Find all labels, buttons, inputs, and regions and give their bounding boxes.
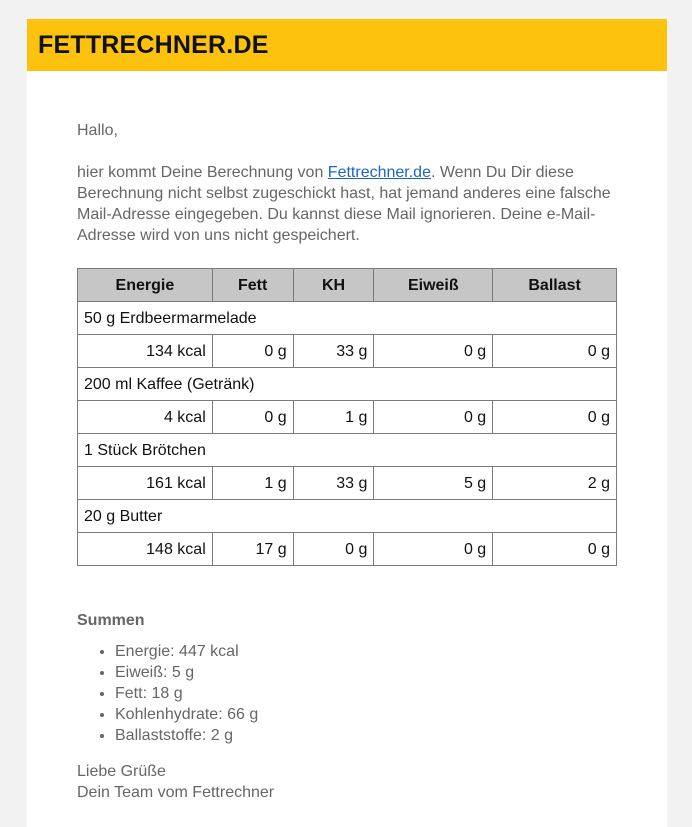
- carbs-cell: 33 g: [293, 335, 374, 368]
- table-row: [78, 401, 617, 434]
- protein-cell: 5 g: [374, 467, 493, 500]
- header-fett: Fett: [212, 269, 293, 302]
- food-name-row: [78, 434, 617, 467]
- protein-cell: 0 g: [374, 533, 493, 566]
- intro-text-after: . Wenn Du Dir diese Berechnung nicht selbst zugeschickt hast, hat jemand anderes eine falsche Mail-Adresse eingegeben. Du kannst diese Mail ignorieren. Deine e-Mail-Adresse wird von uns nicht gespeichert.: [77, 164, 611, 244]
- energy-cell: 4 kcal: [78, 401, 213, 434]
- protein-cell: 0 g: [374, 335, 493, 368]
- closing-line-1: Liebe Grüße: [77, 763, 166, 780]
- intro-text-before: hier kommt Deine Berechnung von: [77, 164, 328, 181]
- list-item: • Ballaststoffe: 2 g: [115, 725, 617, 746]
- carbs-cell: 0 g: [293, 533, 374, 566]
- fiber-cell: 2 g: [493, 467, 617, 500]
- brand-logo: FETTRECHNER.DE: [38, 30, 269, 59]
- sums-list: [77, 641, 617, 746]
- email-content: [27, 71, 667, 803]
- header-eiweiss: Eiweiß: [374, 269, 493, 302]
- table-row: [78, 533, 617, 566]
- table-header-row: [78, 269, 617, 302]
- header-kh: KH: [293, 269, 374, 302]
- fiber-cell: 0 g: [493, 533, 617, 566]
- fiber-cell: 0 g: [493, 335, 617, 368]
- list-item: • Fett: 18 g: [115, 683, 617, 704]
- fat-cell: 0 g: [212, 335, 293, 368]
- nutrition-table: [77, 268, 617, 566]
- table-row: [78, 467, 617, 500]
- email-body: [27, 19, 667, 827]
- list-item: • Kohlenhydrate: 66 g: [115, 704, 617, 725]
- carbs-cell: 33 g: [293, 467, 374, 500]
- fat-cell: 17 g: [212, 533, 293, 566]
- intro-paragraph: [77, 162, 617, 246]
- food-name: 20 g Butter: [78, 500, 617, 533]
- header-banner: [27, 19, 667, 71]
- list-item: • Energie: 447 kcal: [115, 641, 617, 662]
- header-energie: Energie: [78, 269, 213, 302]
- fat-cell: 0 g: [212, 401, 293, 434]
- fettrechner-link[interactable]: Fettrechner.de: [327, 164, 431, 181]
- energy-cell: 161 kcal: [78, 467, 213, 500]
- food-name: 1 Stück Brötchen: [78, 434, 617, 467]
- table-row: [78, 335, 617, 368]
- food-name-row: [78, 302, 617, 335]
- food-name-row: [78, 368, 617, 401]
- closing-text: [77, 761, 617, 803]
- food-name: 50 g Erdbeermarmelade: [78, 302, 617, 335]
- sums-heading: Summen: [77, 612, 145, 629]
- energy-cell: 148 kcal: [78, 533, 213, 566]
- carbs-cell: 1 g: [293, 401, 374, 434]
- header-ballast: Ballast: [493, 269, 617, 302]
- greeting-text: Hallo,: [77, 122, 118, 139]
- closing-line-2: Dein Team vom Fettrechner: [77, 784, 275, 801]
- food-name-row: [78, 500, 617, 533]
- protein-cell: 0 g: [374, 401, 493, 434]
- energy-cell: 134 kcal: [78, 335, 213, 368]
- list-item: • Eiweiß: 5 g: [115, 662, 617, 683]
- food-name: 200 ml Kaffee (Getränk): [78, 368, 617, 401]
- fat-cell: 1 g: [212, 467, 293, 500]
- fiber-cell: 0 g: [493, 401, 617, 434]
